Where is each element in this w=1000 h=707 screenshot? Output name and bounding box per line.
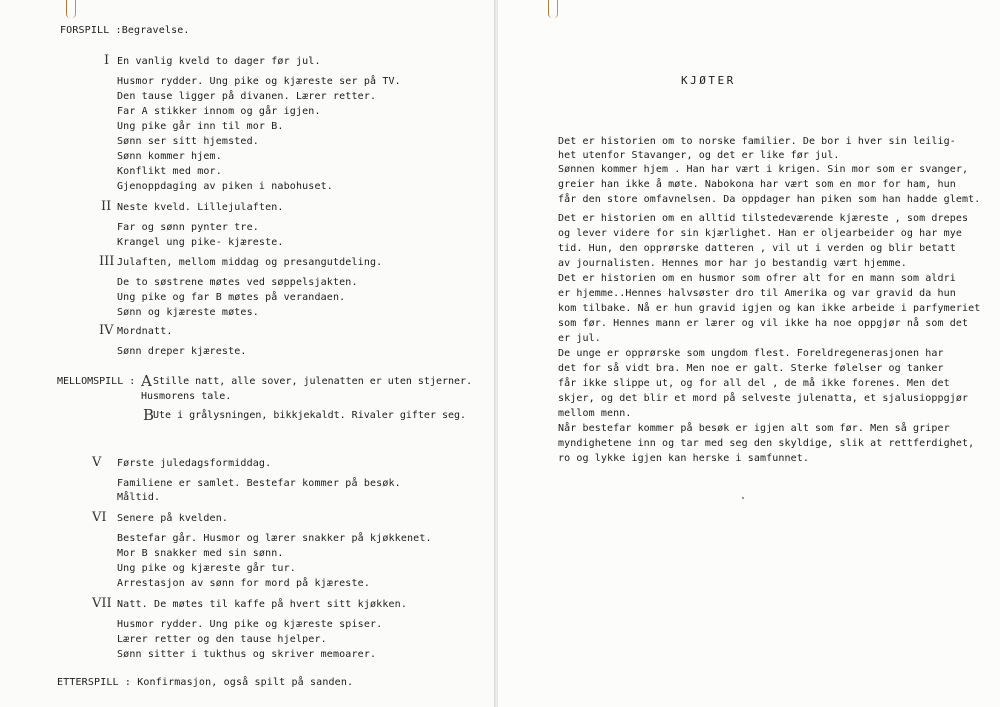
scene-7-line: Husmor rydder. Ung pike og kjæreste spiser.	[117, 619, 383, 630]
synopsis-line: skjer, og det blir et mord på selveste julenatta, et sjalusioppgjør	[558, 393, 969, 404]
scene-6-line: Ung pike og kjæreste går tur.	[117, 563, 296, 574]
synopsis-line: er jul.	[558, 333, 601, 344]
paper-speck	[742, 497, 744, 499]
synopsis-line: ro og lykke igjen kan herske i samfunnet.	[558, 453, 809, 464]
etterspill-line: ETTERSPILL : Konfirmasjon, også spilt på sanden.	[57, 677, 354, 688]
synopsis-line: Det er historien om en husmor som ofrer alt for en mann som aldri	[558, 273, 956, 284]
scene-marker-5: V	[92, 455, 102, 470]
scene-marker-2: II	[101, 199, 112, 214]
synopsis-line: av journalisten. Hennes mor har jo bestandig vært hjemme.	[558, 258, 907, 269]
scene-2-line: Neste kveld. Lillejulaften.	[117, 202, 284, 213]
scene-5-line: Første juledagsformiddag.	[117, 458, 272, 469]
scene-7-line: Sønn sitter i tukthus og skriver memoarer.	[117, 649, 377, 660]
scene-1-line: Konflikt med mor.	[117, 166, 222, 177]
scene-1-line: Ung pike går inn til mor B.	[117, 121, 284, 132]
scene-marker-4: IV	[99, 323, 114, 338]
scene-4-line: Sønn dreper kjæreste.	[117, 346, 247, 357]
scene-6-line: Mor B snakker med sin sønn.	[117, 548, 284, 559]
scene-2-line: Krangel ung pike- kjæreste.	[117, 237, 284, 248]
synopsis-line: får ikke slippe ut, og for all del , de må ikke forenes. Men det	[558, 378, 950, 389]
mellomspill-label: MELLOMSPILL :	[57, 376, 136, 387]
synopsis-line: er hjemme..Hennes halvsøster dro til Amerika og var gravid da hun	[558, 288, 956, 299]
scene-1-line: Sønn kommer hjem.	[117, 151, 222, 162]
mellomspill-marker-b: B	[143, 406, 155, 424]
scene-marker-6: VI	[92, 510, 107, 525]
synopsis-line: og lever videre for sin kjærlighet. Han er oljearbeider og har mye	[558, 228, 962, 239]
scene-3-line: Julaften, mellom middag og presangutdeling.	[117, 257, 383, 268]
mellomspill-line-a2: Husmorens tale.	[141, 391, 232, 402]
document-title: KJØTER	[681, 74, 736, 87]
synopsis-line: greier han ikke å møte. Nabokona har vært som en mor for ham, hun	[558, 179, 956, 190]
synopsis-line: mellom menn.	[558, 408, 632, 419]
scene-6-line: Senere på kvelden.	[117, 513, 229, 524]
forspill-heading: FORSPILL :Begravelse.	[60, 25, 190, 36]
synopsis-line: myndighetene inn og tar med seg den skyldige, slik at rettferdighet,	[558, 438, 975, 449]
scene-5-line: Familiene er samlet. Bestefar kommer på besøk.	[117, 478, 401, 489]
paper-clip-icon	[548, 0, 558, 18]
paper-clip-icon	[66, 0, 76, 18]
mellomspill-line-a: Stille natt, alle sover, julenatten er uten stjerner.	[153, 376, 473, 387]
synopsis-line: het utenfor Stavanger, og det er like før jul.	[558, 150, 840, 161]
synopsis-line: Det er historien om en alltid tilstedeværende kjæreste , som drepes	[558, 213, 969, 224]
scene-7-line: Natt. De møtes til kaffe på hvert sitt kjøkken.	[117, 599, 408, 610]
synopsis-line: Når bestefar kommer på besøk er igjen alt som før. Men så griper	[558, 423, 950, 434]
scene-7-line: Lærer retter og den tause hjelper.	[117, 634, 327, 645]
mellomspill-line-b: Ute i grålysningen, bikkjekaldt. Rivaler gifter seg.	[153, 410, 467, 421]
synopsis-line: får den store omfavnelsen. Da oppdager han piken som han hadde glemt.	[558, 194, 981, 205]
scene-3-line: De to søstrene møtes ved søppelsjakten.	[117, 277, 358, 288]
scene-5-line: Måltid.	[117, 492, 161, 503]
scene-4-line: Mordnatt.	[117, 326, 173, 337]
synopsis-line: Det er historien om to norske familier. De bor i hver sin leilig-	[558, 136, 956, 147]
mellomspill-marker-a: A	[141, 372, 152, 390]
scene-1-line: Gjenoppdaging av piken i nabohuset.	[117, 181, 333, 192]
synopsis-line: Sønnen kommer hjem . Han har vært i krigen. Sin mor som er svanger,	[558, 164, 969, 175]
scene-1-line: Sønn ser sitt hjemsted.	[117, 136, 259, 147]
scene-6-line: Bestefar går. Husmor og lærer snakker på kjøkkenet.	[117, 533, 432, 544]
scene-6-line: Arrestasjon av sønn for mord på kjæreste.	[117, 578, 370, 589]
synopsis-line: det for så vidt bra. Men noe er galt. Sterke følelser og tanker	[558, 363, 944, 374]
scene-marker-3: III	[99, 254, 115, 269]
scene-1-line: Husmor rydder. Ung pike og kjæreste ser på TV.	[117, 76, 401, 87]
scene-3-line: Sønn og kjæreste møtes.	[117, 307, 259, 318]
scene-marker-1: I	[104, 53, 110, 68]
scene-2-line: Far og sønn pynter tre.	[117, 222, 259, 233]
scene-marker-7: VII	[92, 596, 112, 611]
scene-1-line: Den tause ligger på divanen. Lærer retter.	[117, 91, 377, 102]
scene-1-line: En vanlig kveld to dager før jul.	[117, 56, 321, 67]
synopsis-line: kom tilbake. Nå er hun gravid igjen og kan ikke arbeide i parfymeriet	[558, 303, 981, 314]
synopsis-line: De unge er opprørske som ungdom flest. Foreldregenerasjonen har	[558, 348, 944, 359]
synopsis-line: tid. Hun, den opprørske datteren , vil ut i verden og blir betatt	[558, 243, 956, 254]
scene-1-line: Far A stikker innom og går igjen.	[117, 106, 321, 117]
synopsis-line: som før. Hennes mann er lærer og vil ikke ha noe oppgjør nå som det	[558, 318, 969, 329]
scene-3-line: Ung pike og far B møtes på verandaen.	[117, 292, 346, 303]
